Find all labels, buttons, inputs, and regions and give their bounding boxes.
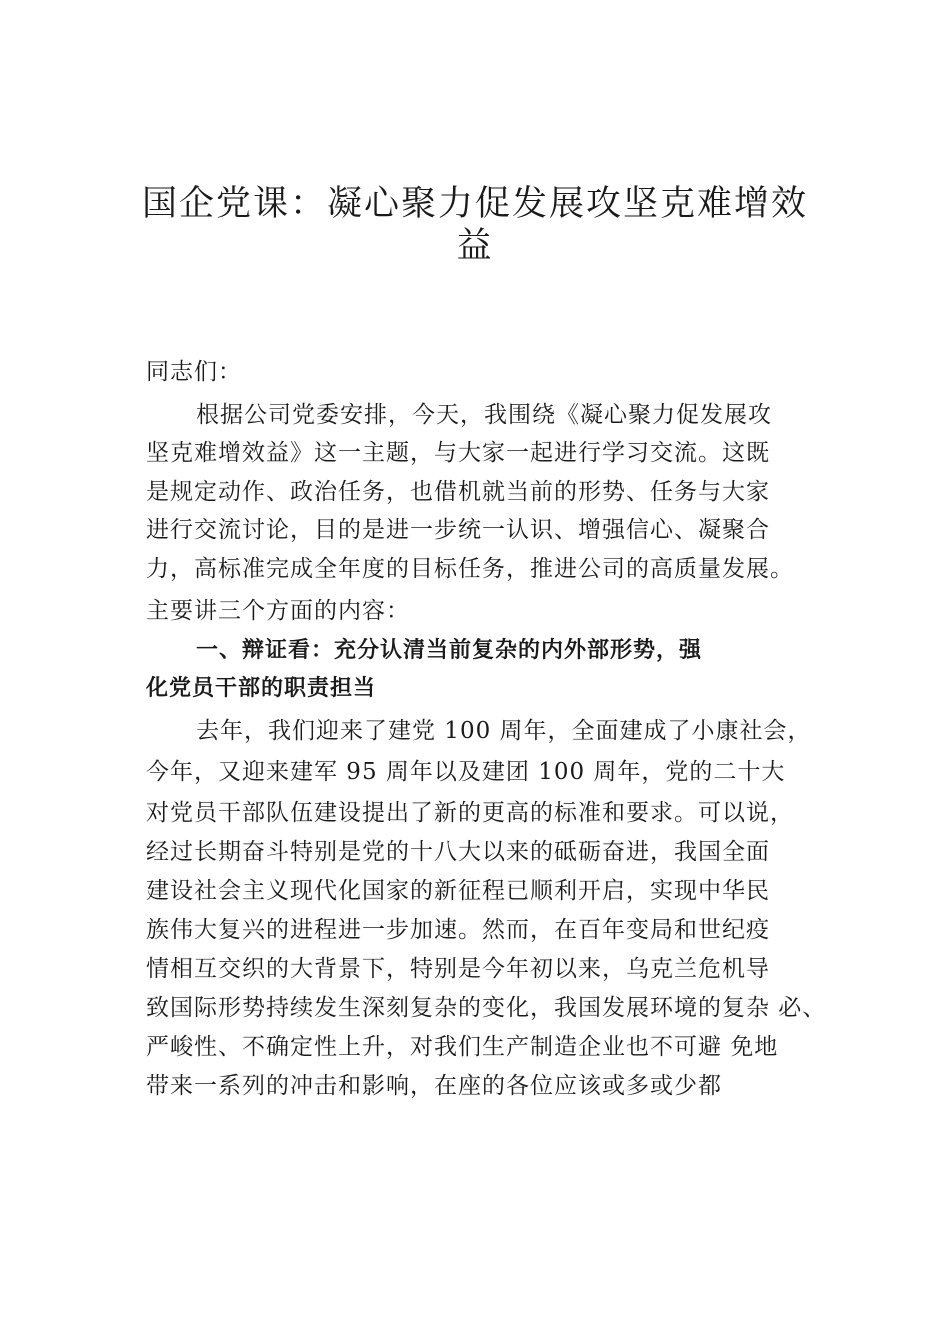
document-title-line-2: 益: [456, 226, 494, 266]
body-line: 严峻性、不确定性上升，对我们生产制造企业也不可避 免地: [146, 1034, 779, 1060]
body-line: 今年，又迎来建军 95 周年以及建团 100 周年，党的二十大: [146, 759, 786, 785]
body-line: 对党员干部队伍建设提出了新的更高的标准和要求。可以说，: [146, 800, 794, 826]
document-title-line-1: 国企党课：凝心聚力促发展攻坚克难增效: [141, 184, 808, 224]
section-heading-line-2: 化党员干部的职责担当: [146, 676, 377, 701]
greeting: 同志们：: [146, 359, 242, 385]
body-line: 族伟大复兴的进程进一步加速。然而，在百年变局和世纪疫: [146, 917, 770, 943]
intro-line: 根据公司党委安排，今天，我围绕《凝心聚力促发展攻: [196, 402, 772, 428]
intro-line: 坚克难增效益》这一主题，与大家一起进行学习交流。这既: [146, 440, 770, 466]
intro-line: 是规定动作、政治任务，也借机就当前的形势、任务与大家: [146, 479, 770, 505]
body-line: 经过长期奋斗特别是党的十八大以来的砥砺奋进，我国全面: [146, 839, 770, 865]
section-heading-line-1: 一、辩证看：充分认清当前复杂的内外部形势，强: [196, 638, 703, 663]
intro-line: 主要讲三个方面的内容：: [146, 598, 410, 624]
body-line: 情相互交织的大背景下，特别是今年初以来，乌克兰危机导: [146, 956, 770, 982]
body-line: 建设社会主义现代化国家的新征程已顺利开启，实现中华民: [146, 878, 770, 904]
body-line: 致国际形势持续发生深刻复杂的变化，我国发展环境的复杂 必、: [146, 995, 827, 1021]
intro-line: 进行交流讨论，目的是进一步统一认识、增强信心、凝聚合: [146, 517, 770, 543]
body-line: 去年，我们迎来了建党 100 周年，全面建成了小康社会，: [196, 718, 812, 744]
intro-line: 力，高标准完成全年度的目标任务，推进公司的高质量发展。: [146, 556, 794, 582]
body-line: 带来一系列的冲击和影响，在座的各位应该或多或少都: [146, 1073, 722, 1099]
